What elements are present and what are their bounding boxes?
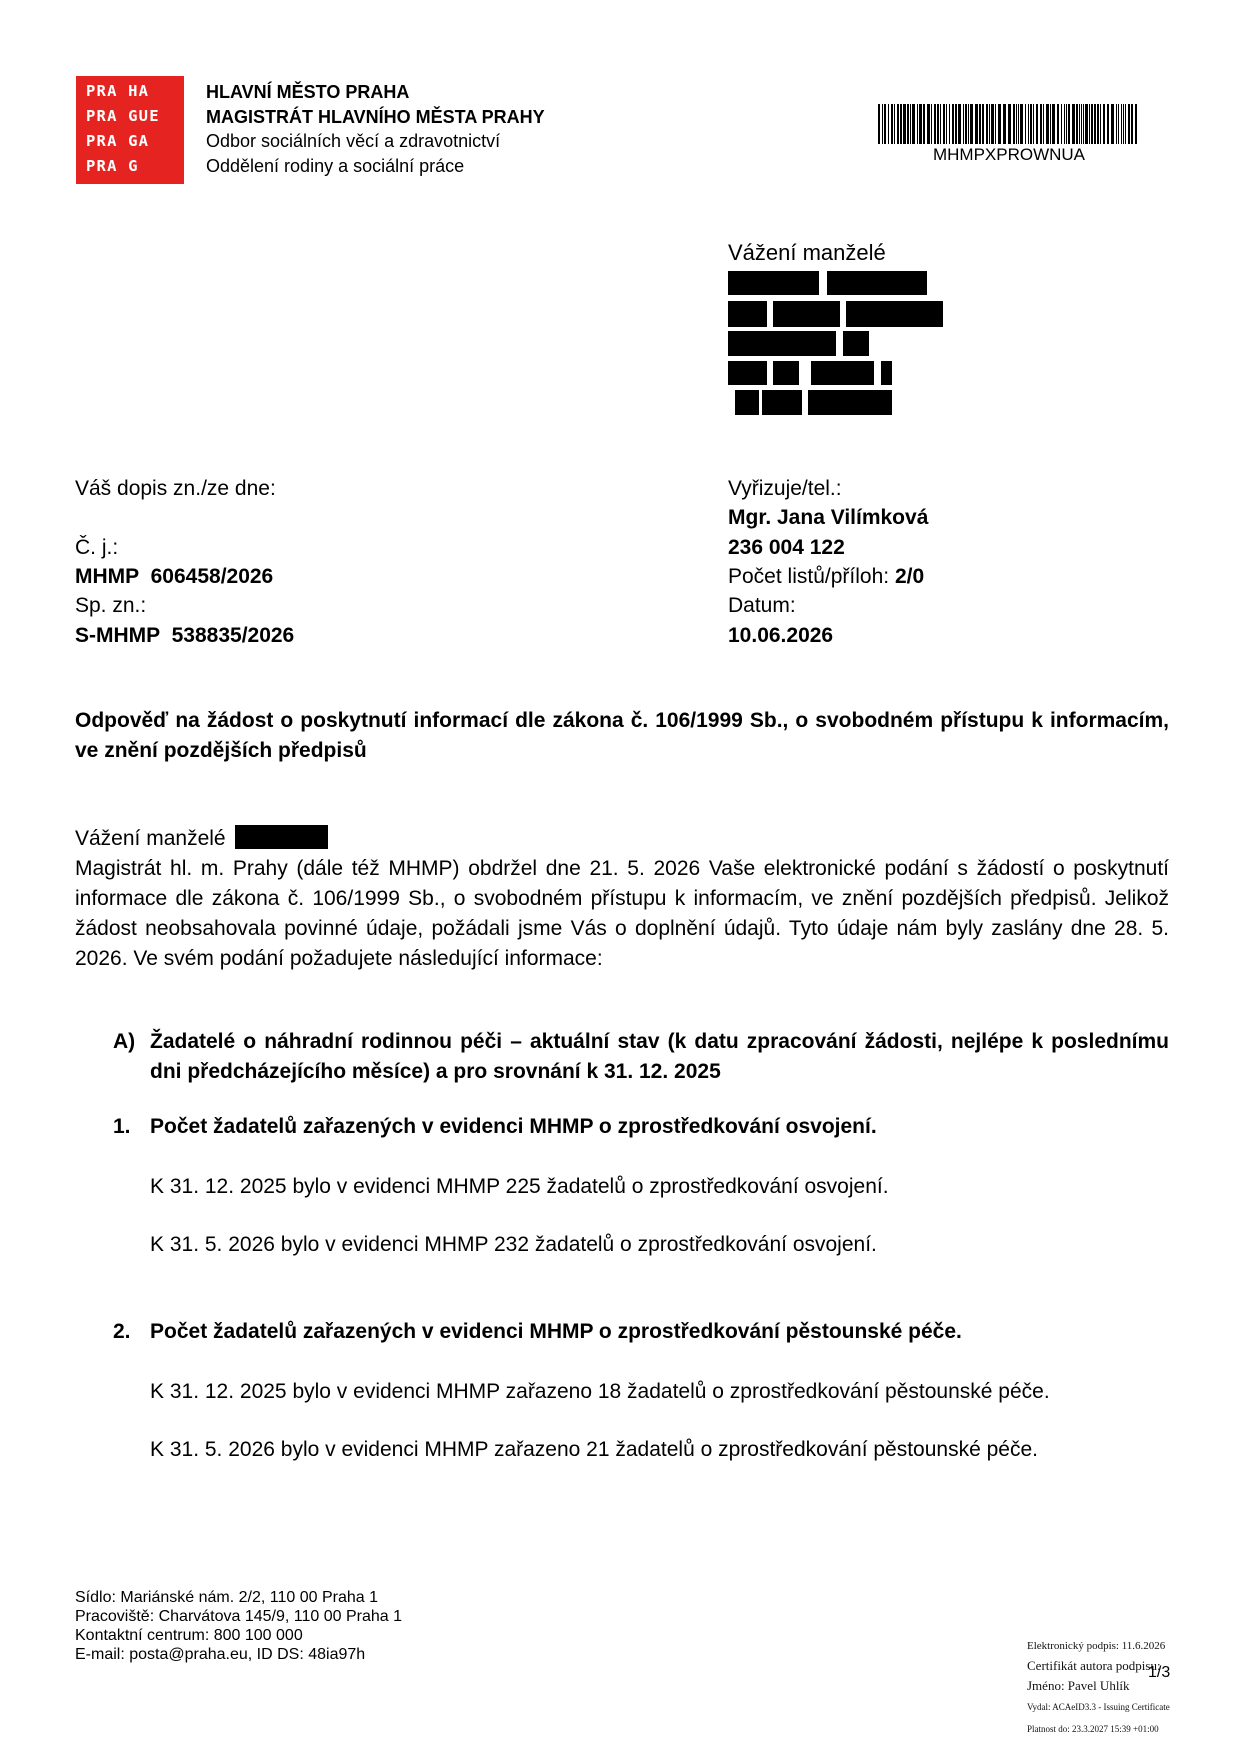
barcode-bar (937, 104, 939, 144)
intro-paragraph: Magistrát hl. m. Prahy (dále též MHMP) obdržel dne 21. 5. 2026 Vaše elektronické podání s žádostí o poskytnutí informace dle zákona č. 106/1999 Sb., o svobodném přístupu k informacím, ve znění pozdějších předpisů. Jelikož žádost neobsahovala povinné údaje, požádali jsme Vás o doplnění údajů. Tyto údaje nám byly zaslány dne 28. 5. 2026. Ve svém podání požadujete následující informace: (75, 857, 1169, 970)
barcode-bar (1061, 104, 1062, 144)
praha-logo (76, 76, 184, 184)
handler-phone: 236 004 122 (728, 536, 845, 559)
footer-seat: Sídlo: Mariánské nám. 2/2, 110 00 Praha 1 (75, 1589, 378, 1606)
barcode-bar (1025, 104, 1026, 144)
item-2 (113, 1317, 1169, 1347)
org-city: HLAVNÍ MĚSTO PRAHA (206, 82, 410, 102)
barcode-bar (1107, 104, 1109, 144)
barcode-bar (989, 104, 990, 144)
barcode-bar (1050, 104, 1051, 144)
date-value: 10.06.2026 (728, 624, 834, 647)
barcode-bar (1052, 104, 1055, 144)
sp-label: Sp. zn.: (75, 594, 147, 617)
section-a-text: Žadatelé o náhradní rodinnou péči – aktuální stav (k datu zpracování žádosti, nejlépe k poslednímu dni předcházejícího měsíce) a pro srovnání k 31. 12. 2025 (150, 1030, 1169, 1083)
barcode-bar (1018, 104, 1019, 144)
barcode-bar (1091, 104, 1093, 144)
item-1-title: Počet žadatelů zařazených v evidenci MHMP o zprostředkování osvojení. (150, 1115, 877, 1138)
item-1 (113, 1112, 1169, 1142)
barcode-bar (1097, 104, 1099, 144)
handler-label: Vyřizuje/tel.: (728, 477, 842, 500)
section-a-label: A) (113, 1030, 136, 1053)
barcode-bar (1111, 104, 1114, 144)
barcode-bar (1008, 104, 1011, 144)
signature-issuer: Vydal: ACAeID3.3 - Issuing Certificate (1027, 1702, 1170, 1712)
org-section: Oddělení rodiny a sociální práce (206, 155, 465, 176)
sheets-value: 2/0 (894, 565, 925, 588)
handler-name: Mgr. Jana Vilímková (728, 506, 929, 529)
item-1-answer-1: K 31. 12. 2025 bylo v evidenci MHMP 225 žadatelů o zprostředkování osvojení. (150, 1175, 889, 1198)
footer-workplace: Pracoviště: Charvátova 145/9, 110 00 Praha 1 (75, 1608, 403, 1625)
cj-label: Č. j.: (75, 536, 119, 559)
barcode-bar (897, 104, 899, 144)
org-magistrate: MAGISTRÁT HLAVNÍHO MĚSTA PRAHY (206, 106, 545, 127)
barcode-bar (894, 104, 895, 144)
barcode-bar (965, 104, 967, 144)
barcode-bar (884, 104, 886, 144)
barcode-bar (1016, 104, 1017, 144)
footer-contact-center: Kontaktní centrum: 800 100 000 (75, 1627, 303, 1644)
barcode-bar (1125, 104, 1126, 144)
item-1-answer-2: K 31. 5. 2026 bylo v evidenci MHMP 232 žadatelů o zprostředkování osvojení. (150, 1233, 877, 1256)
item-1-number: 1. (113, 1115, 131, 1138)
barcode-bar (910, 104, 911, 144)
barcode-bar (975, 104, 978, 144)
barcode-bar (955, 104, 957, 144)
barcode-bar (1121, 104, 1122, 144)
cj-value: MHMP 606458/2026 (75, 565, 274, 588)
barcode-bar (1135, 104, 1137, 144)
barcode-bar (1020, 104, 1023, 144)
electronic-signature (1027, 1636, 1170, 1740)
footer-contacts (75, 1588, 402, 1664)
greeting-row (75, 824, 1169, 854)
barcode-bar (940, 104, 941, 144)
barcode-bar (1068, 104, 1070, 144)
barcode-bar (970, 104, 973, 144)
barcode-bar (900, 104, 902, 144)
barcode-bar (1116, 104, 1117, 144)
barcode-bar (931, 104, 932, 144)
barcode-bar (1118, 104, 1119, 144)
barcode-bar (1013, 104, 1015, 144)
barcode-bar (1085, 104, 1088, 144)
barcode-bar (963, 104, 964, 144)
barcode-bar (1046, 104, 1049, 144)
your-letter-label: Váš dopis zn./ze dne: (75, 477, 276, 500)
barcode-bar (958, 104, 961, 144)
barcode-bar (927, 104, 930, 144)
signature-name: Jméno: Pavel Uhlík (1027, 1678, 1130, 1693)
barcode-bar (1040, 104, 1042, 144)
barcode-bar (1094, 104, 1096, 144)
barcode-bar (952, 104, 954, 144)
barcode-bar (1083, 104, 1084, 144)
barcode-bar (878, 104, 880, 144)
barcode-bar (1072, 104, 1075, 144)
barcode-bar (946, 104, 947, 144)
barcode-bar (1036, 104, 1038, 144)
barcode-bar (1028, 104, 1029, 144)
barcode-bar (1100, 104, 1101, 144)
signature-validity: Platnost do: 23.3.2027 15:39 +01:00 (1027, 1724, 1159, 1734)
barcode-bar (1003, 104, 1006, 144)
item-2-title: Počet žadatelů zařazených v evidenci MHMP o zprostředkování pěstounské péče. (150, 1320, 962, 1343)
logo-line-4: PRA G (86, 157, 139, 175)
logo-line-3: PRA GA (86, 132, 150, 150)
barcode-bar (907, 104, 909, 144)
signature-certificate: Certifikát autora podpisu: (1027, 1658, 1161, 1673)
barcode-bar (949, 104, 950, 144)
barcode-bar (991, 104, 994, 144)
letter-subject: Odpověď na žádost o poskytnutí informací dle zákona č. 106/1999 Sb., o svobodném přístupu k informacím, ve znění pozdějších předpisů (75, 709, 1169, 762)
barcode-bar (1043, 104, 1044, 144)
barcode-bar (1103, 104, 1105, 144)
barcode-bar (1076, 104, 1078, 144)
barcode-bar (968, 104, 969, 144)
item-2-number: 2. (113, 1320, 131, 1343)
barcode-bar (1081, 104, 1082, 144)
barcode-bar (923, 104, 925, 144)
barcode-text: MHMPXPROWNUA (932, 145, 1086, 164)
section-a (113, 1027, 1169, 1087)
addressee-salutation: Vážení manželé (728, 240, 886, 265)
sp-value: S-MHMP 538835/2026 (75, 624, 295, 647)
page-number: 1/3 (1148, 1664, 1171, 1681)
barcode-bar (1079, 104, 1080, 144)
barcode-bar (888, 104, 889, 144)
barcode-bar (1123, 104, 1124, 144)
item-2-answer-1: K 31. 12. 2025 bylo v evidenci MHMP zařazeno 18 žadatelů o zprostředkování pěstounské péče. (150, 1380, 1050, 1403)
barcode-bar (919, 104, 922, 144)
logo-line-2: PRA GUE (86, 107, 160, 125)
barcode-bar (1128, 104, 1130, 144)
barcode-bar (1131, 104, 1133, 144)
barcode-bar (1033, 104, 1034, 144)
barcode-bar (1030, 104, 1032, 144)
signature-date: Elektronický podpis: 11.6.2026 (1027, 1640, 1166, 1652)
org-department: Odbor sociálních věcí a zdravotnictví (206, 131, 501, 151)
barcode-bar (982, 104, 984, 144)
barcode-bar (912, 104, 915, 144)
sheets-label: Počet listů/příloh: (728, 565, 890, 588)
barcode-bar (1066, 104, 1067, 144)
barcode-bar (1064, 104, 1065, 144)
barcode-bar (986, 104, 988, 144)
barcode-bar (917, 104, 918, 144)
barcode-bar (979, 104, 981, 144)
barcode-bar (882, 104, 883, 144)
barcode-bar (1089, 104, 1090, 144)
sheets-row (728, 562, 924, 592)
item-2-answer-2: K 31. 5. 2026 bylo v evidenci MHMP zařazeno 21 žadatelů o zprostředkování pěstounské péče. (150, 1438, 1038, 1461)
footer-email: E-mail: posta@praha.eu, ID DS: 48ia97h (75, 1646, 366, 1663)
date-label: Datum: (728, 594, 796, 617)
greeting: Vážení manželé (75, 827, 226, 850)
greeting-redaction (235, 825, 328, 849)
organization-block (206, 80, 545, 178)
barcode-bar (943, 104, 945, 144)
barcode-bar (934, 104, 936, 144)
barcode-bar (998, 104, 1001, 144)
barcode (878, 104, 1140, 144)
letter-body (75, 824, 1169, 974)
barcode-bar (1057, 104, 1059, 144)
logo-line-1: PRA HA (86, 82, 150, 100)
barcode-bar (891, 104, 893, 144)
barcode-bar (903, 104, 906, 144)
barcode-bar (995, 104, 996, 144)
